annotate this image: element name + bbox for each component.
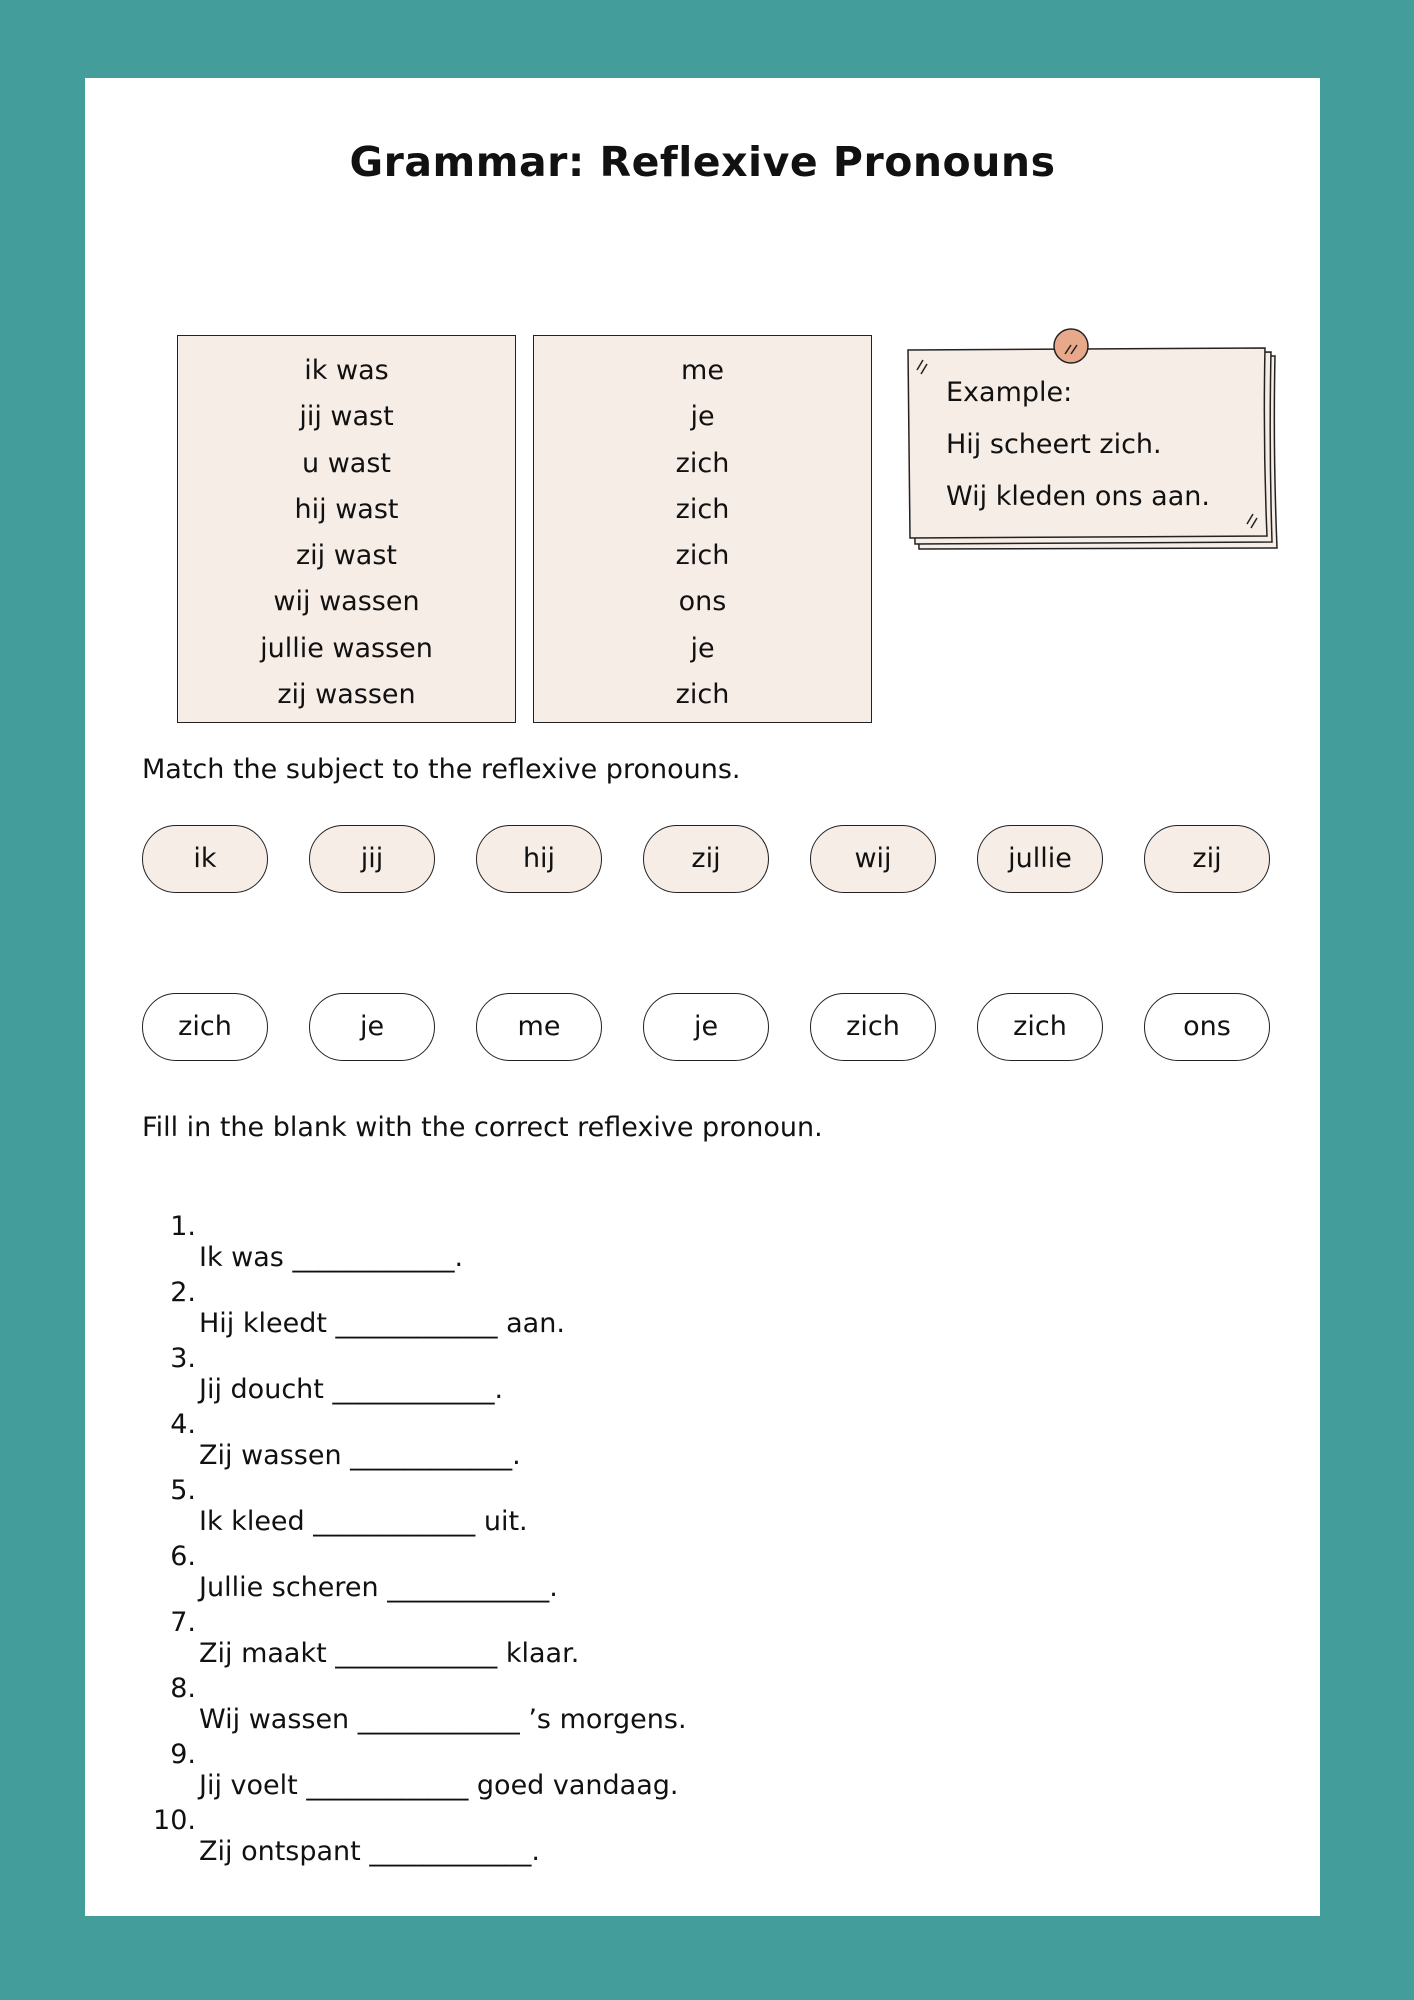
- example-line: Wij kleden ons aan.: [946, 481, 1210, 512]
- match-subject-pill[interactable]: ik: [142, 825, 268, 893]
- pronoun-row: zich: [675, 540, 730, 572]
- pronoun-row: zich: [675, 447, 730, 479]
- match-subject-pill[interactable]: zij: [1144, 825, 1270, 893]
- fill-item-text[interactable]: Jij voelt ____________ goed vandaag.: [199, 1770, 679, 1801]
- fill-item-number: 8.: [170, 1673, 196, 1704]
- fill-item-text[interactable]: Zij ontspant ____________.: [199, 1836, 540, 1867]
- match-subject-pill[interactable]: jullie: [977, 825, 1103, 893]
- match-pronoun-pill[interactable]: ons: [1144, 993, 1270, 1061]
- match-subject-pill[interactable]: jij: [309, 825, 435, 893]
- example-text: [946, 371, 1210, 527]
- subjects-table: [177, 335, 516, 723]
- fill-item-text[interactable]: Jullie scheren ____________.: [199, 1572, 558, 1603]
- match-subject-pill[interactable]: wij: [810, 825, 936, 893]
- match-subject-pill[interactable]: zij: [643, 825, 769, 893]
- example-line: Hij scheert zich.: [946, 429, 1162, 460]
- match-pronoun-pill[interactable]: me: [476, 993, 602, 1061]
- page-title: Grammar: Reflexive Pronouns: [349, 138, 1056, 186]
- subject-row: zij wassen: [277, 679, 416, 711]
- fill-item-number: 9.: [170, 1739, 196, 1770]
- match-pronoun-pill[interactable]: zich: [810, 993, 936, 1061]
- match-pronoun-pill[interactable]: je: [643, 993, 769, 1061]
- fill-item-number: 3.: [170, 1343, 196, 1374]
- fill-item-number: 7.: [170, 1607, 196, 1638]
- fill-item-text[interactable]: Jij doucht ____________.: [199, 1374, 504, 1405]
- fill-item-text[interactable]: Wij wassen ____________ ’s morgens.: [199, 1704, 687, 1735]
- match-subject-pill[interactable]: hij: [476, 825, 602, 893]
- fill-item-number: 4.: [170, 1409, 196, 1440]
- fill-instruction: Fill in the blank with the correct reflexive pronoun.: [142, 1112, 823, 1143]
- fill-item-number: 2.: [170, 1277, 196, 1308]
- pronouns-table: [533, 335, 872, 723]
- subject-row: u wast: [302, 447, 391, 479]
- example-label: Example:: [946, 377, 1073, 408]
- fill-item-number: 10.: [153, 1805, 196, 1836]
- match-instruction: Match the subject to the reflexive pronouns.: [142, 754, 741, 785]
- pronoun-row: zich: [675, 679, 730, 711]
- worksheet: [85, 78, 1320, 1916]
- fill-item-text[interactable]: Hij kleedt ____________ aan.: [199, 1308, 565, 1339]
- subject-row: zij wast: [295, 540, 398, 572]
- pronoun-row: ons: [678, 586, 727, 618]
- subject-row: wij wassen: [273, 586, 420, 618]
- pronoun-row: me: [681, 355, 724, 386]
- match-pronoun-pill[interactable]: zich: [977, 993, 1103, 1061]
- match-pronoun-pill[interactable]: zich: [142, 993, 268, 1061]
- subject-row: ik was: [304, 355, 389, 386]
- fill-item-number: 5.: [170, 1475, 196, 1506]
- fill-item-number: 6.: [170, 1541, 196, 1572]
- fill-item-text[interactable]: Zij maakt ____________ klaar.: [199, 1638, 580, 1669]
- match-pronoun-pill[interactable]: je: [309, 993, 435, 1061]
- subject-row: jullie wassen: [260, 632, 433, 664]
- fill-item-text[interactable]: Ik was ____________.: [199, 1242, 464, 1273]
- pronoun-row: zich: [675, 493, 730, 525]
- pronoun-row: je: [690, 401, 715, 433]
- fill-item-text[interactable]: Ik kleed ____________ uit.: [199, 1506, 528, 1537]
- fill-item-text[interactable]: Zij wassen ____________.: [199, 1440, 521, 1471]
- subject-row: hij wast: [294, 493, 399, 525]
- subject-row: jij wast: [299, 401, 394, 433]
- pronoun-row: je: [690, 632, 715, 664]
- fill-item-number: 1.: [170, 1211, 196, 1242]
